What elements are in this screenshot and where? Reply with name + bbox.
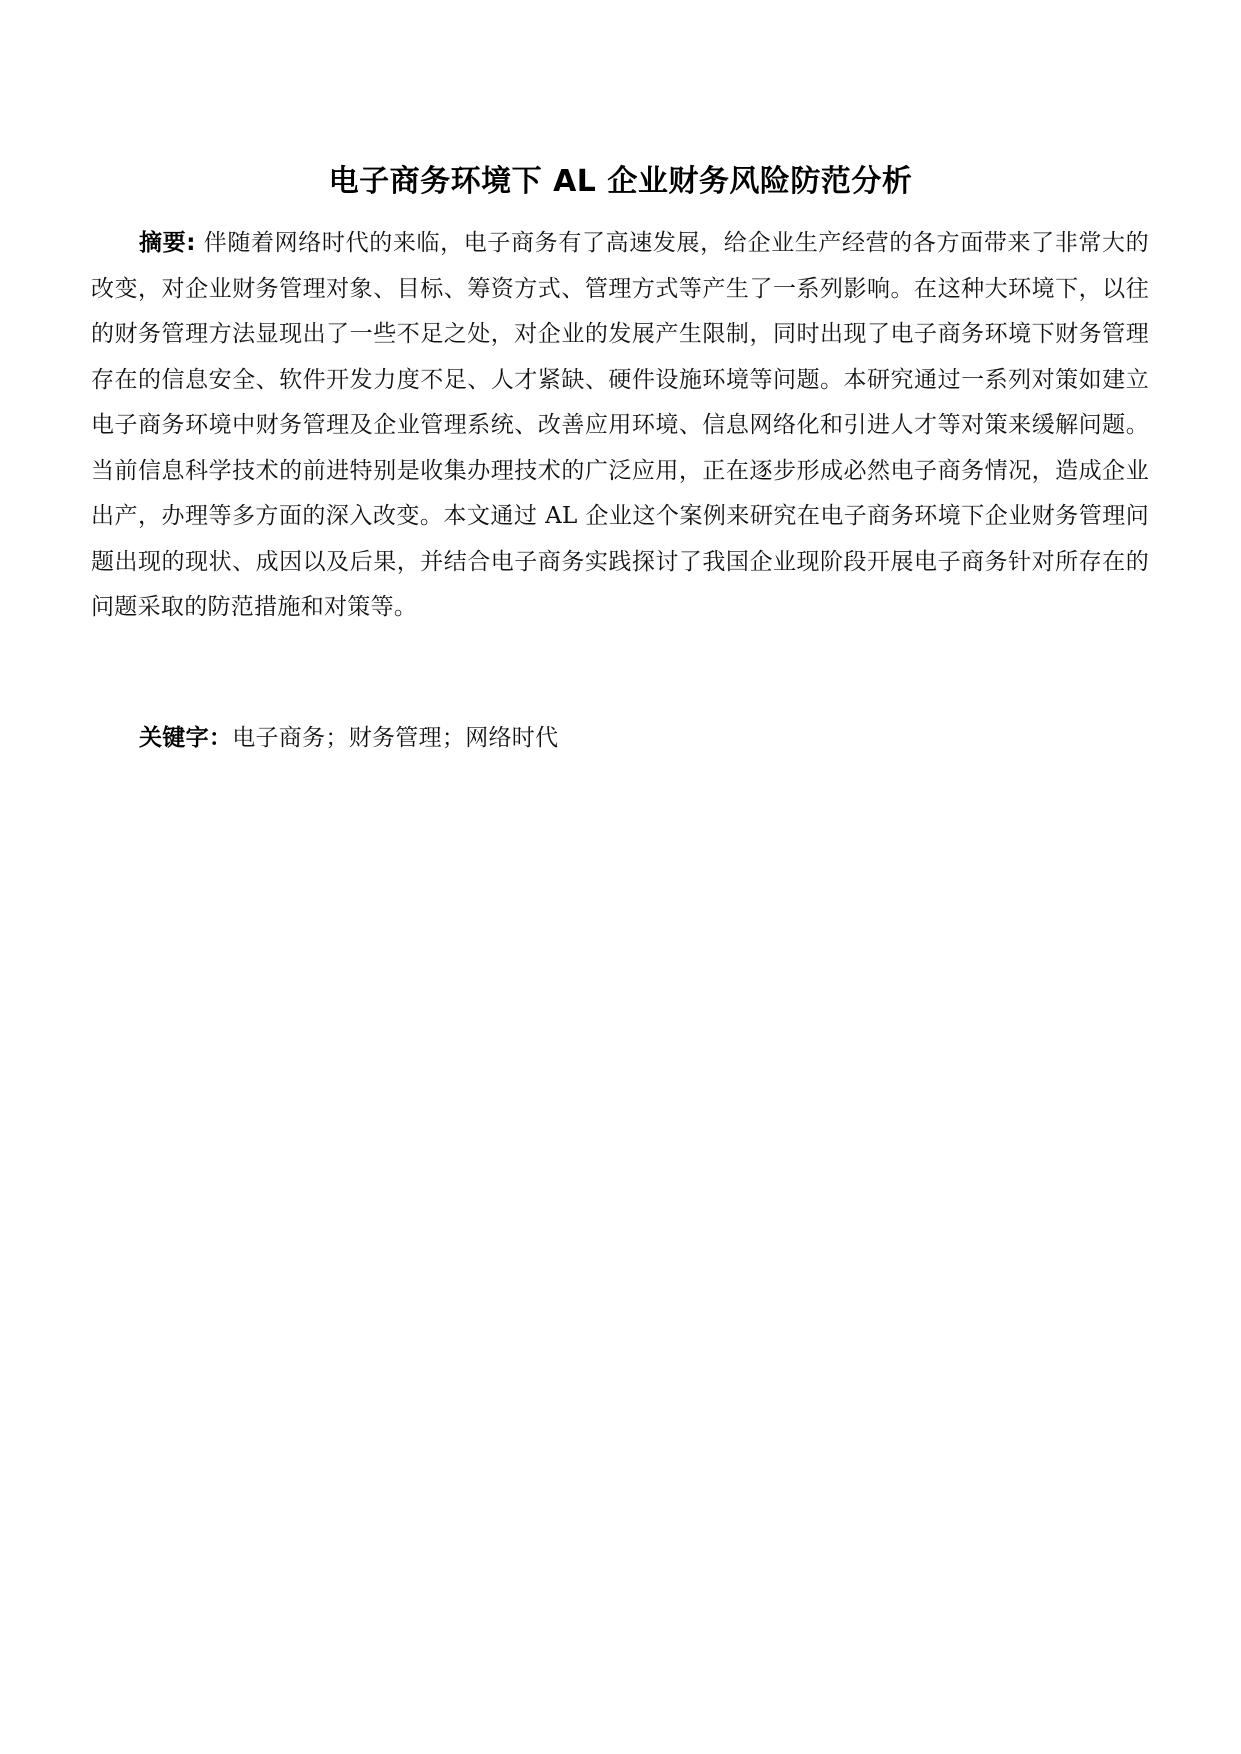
keywords-line bbox=[139, 718, 1139, 758]
abstract-text: 伴随着网络时代的来临，电子商务有了高速发展，给企业生产经营的各方面带来了非常大的改变，对企业财务管理对象、目标、筹资方式、管理方式等产生了一系列影响。在这种大环境下，以往的财务管理方法显现出了一些不足之处，对企业的发展产生限制，同时出现了电子商务环境下财务管理存在的信息安全、软件开发力度不足、人才紧缺、硬件设施环境等问题。本研究通过一系列对策如建立电子商务环境中财务管理及企业管理系统、改善应用环境、信息网络化和引进人才等对策来缓解问题。当前信息科学技术的前进特别是收集办理技术的广泛应用，正在逐步形成必然电子商务情况，造成企业出产，办理等多方面的深入改变。本文通过 AL 企业这个案例来研究在电子商务环境下企业财务管理问题出现的现状、成因以及后果，并结合电子商务实践探讨了我国企业现阶段开展电子商务针对所存在的问题采取的防范措施和对策等。 bbox=[91, 230, 1149, 620]
abstract-label: 摘要: bbox=[139, 230, 196, 256]
keywords-label: 关键字： bbox=[139, 725, 233, 751]
document-title: 电子商务环境下 AL 企业财务风险防范分析 bbox=[328, 164, 913, 199]
keywords-text: 电子商务；财务管理；网络时代 bbox=[232, 725, 559, 751]
abstract-paragraph bbox=[91, 221, 1149, 631]
